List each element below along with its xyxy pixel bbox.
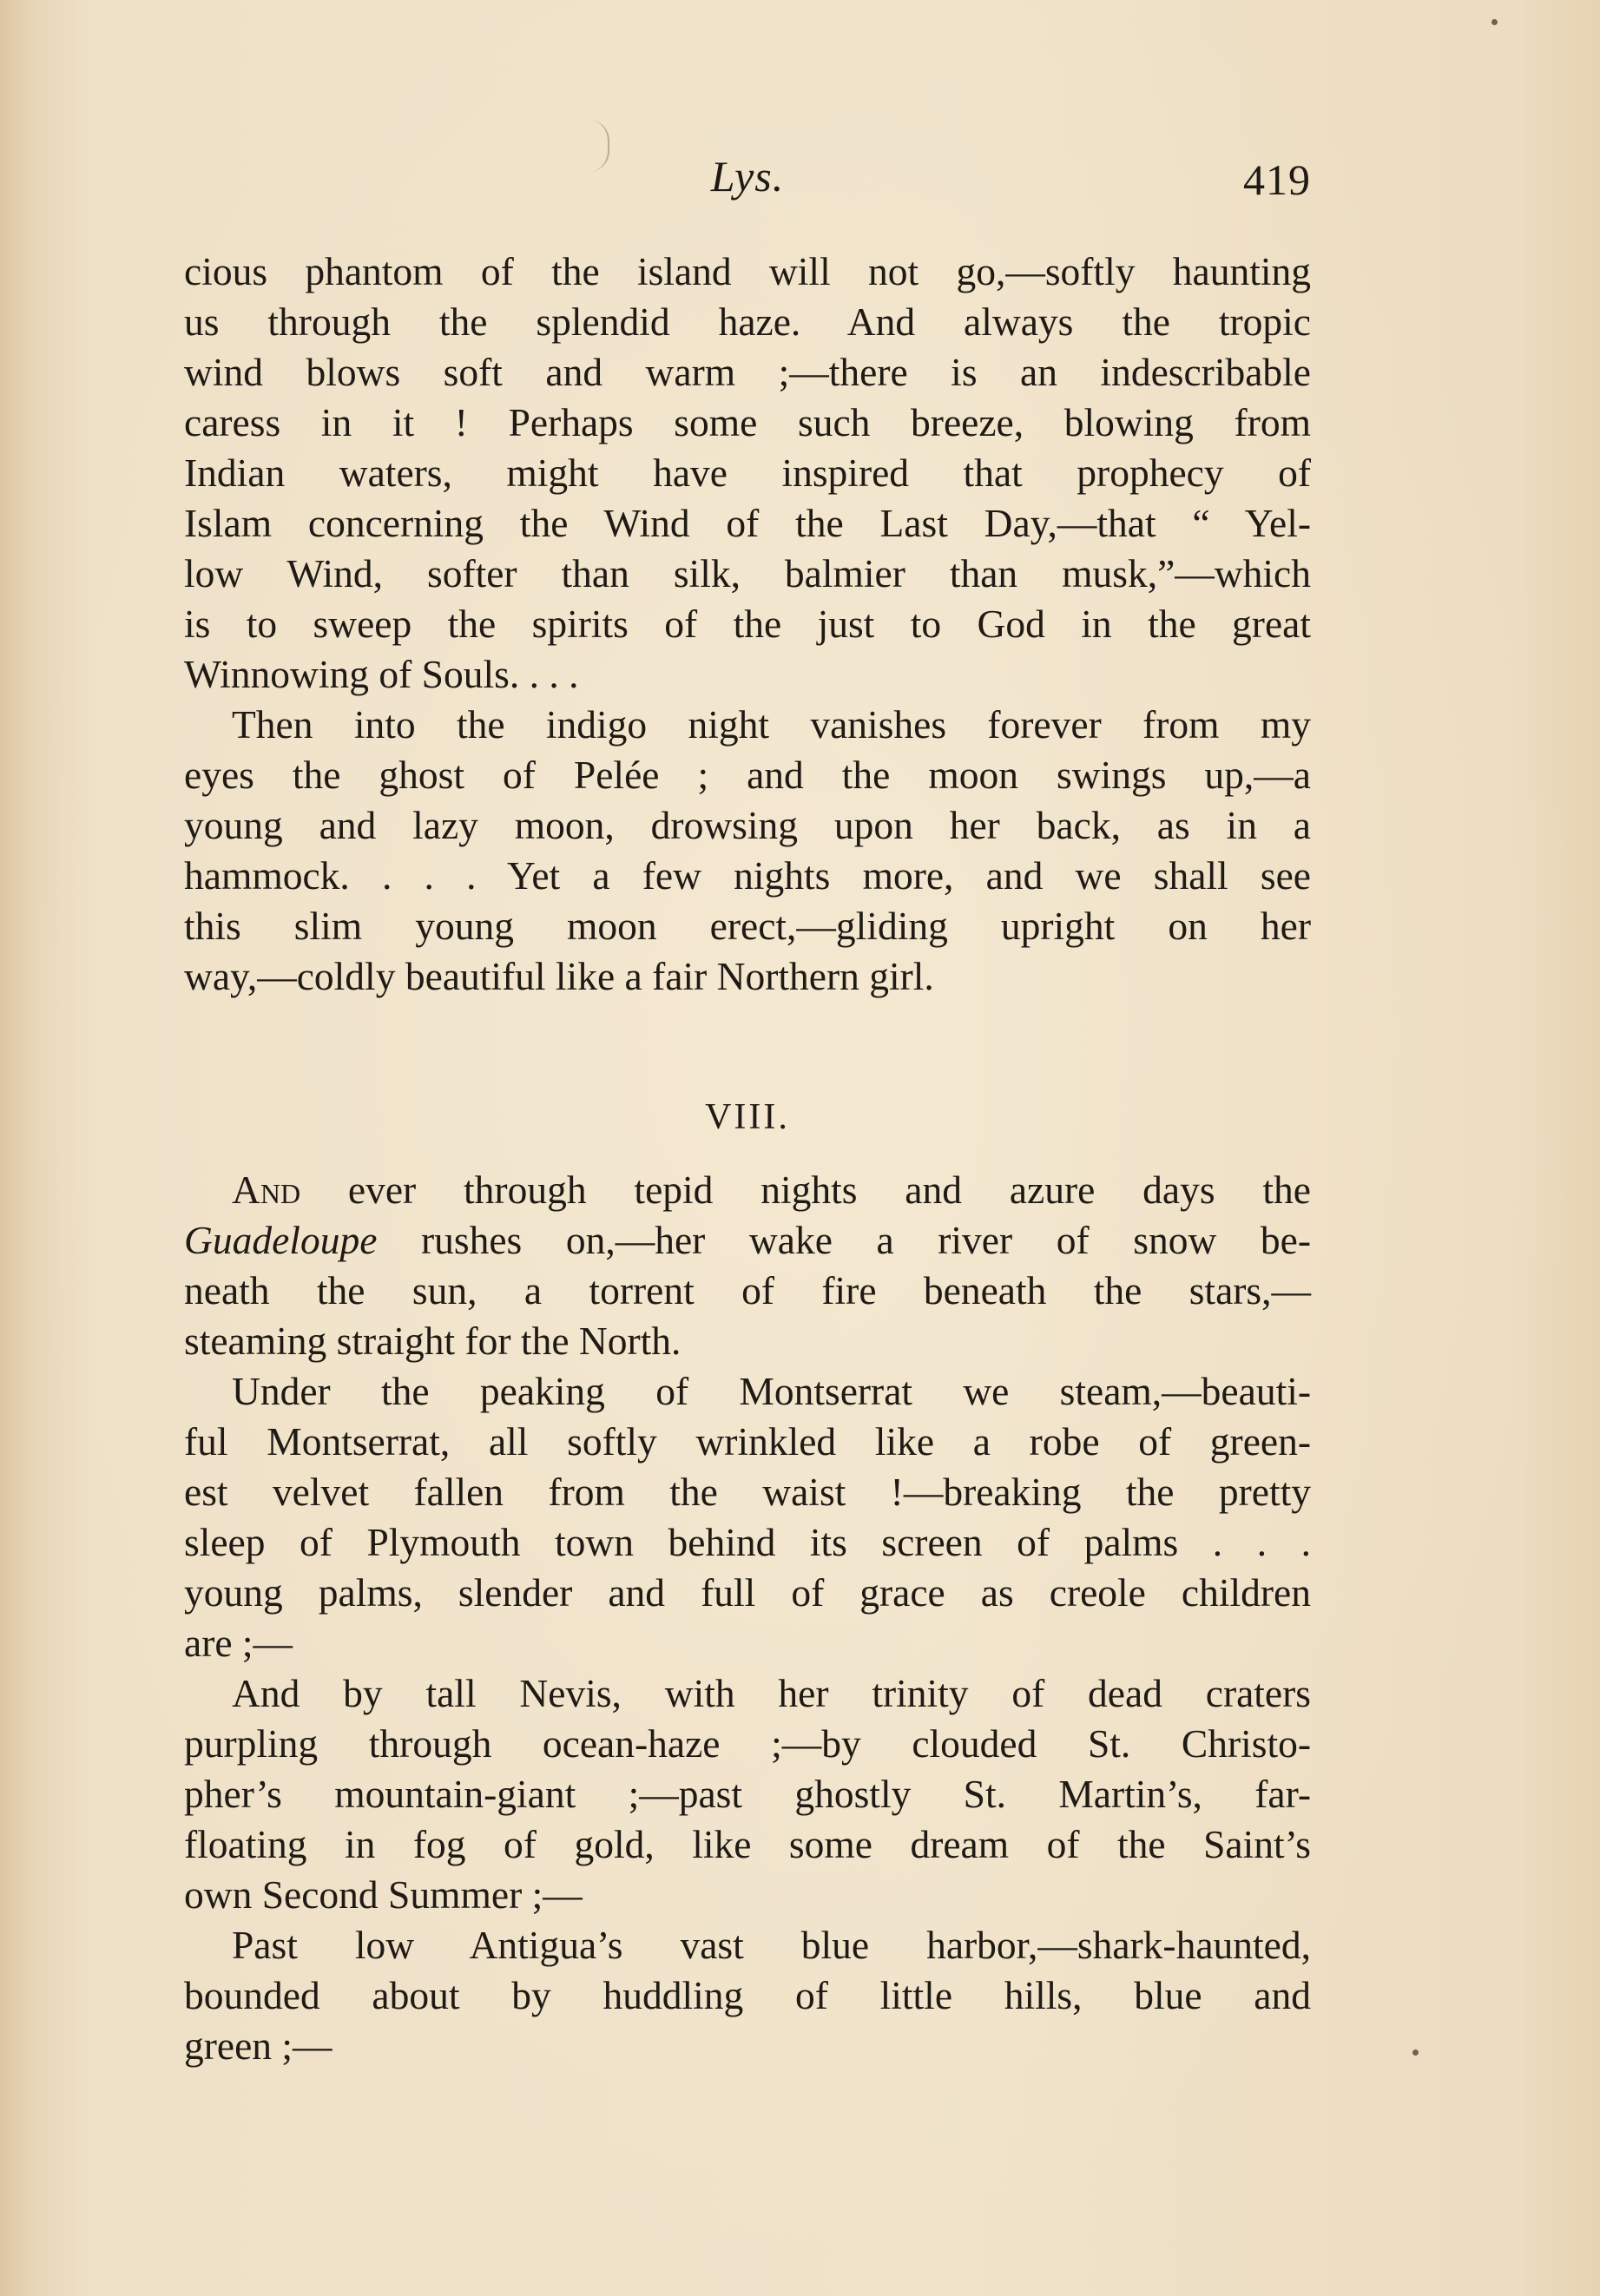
text-line: ful Montserrat, all softly wrinkled like a robe of green- [184, 1419, 1311, 1464]
text-line: purpling through ocean-haze ;—by clouded St. Christo- [184, 1721, 1311, 1766]
text-line: est velvet fallen from the waist !—breaking the pretty [184, 1470, 1311, 1514]
text-line: cious phantom of the island will not go,—softly haunting [184, 249, 1311, 293]
text-fragment: ever through tepid nights and azure days the [300, 1168, 1311, 1212]
paragraph-4 [184, 1366, 1311, 1668]
text-line: And by tall Nevis, with her trinity of dead craters [232, 1671, 1311, 1715]
page-header [184, 146, 1311, 207]
paper-speck [1412, 2049, 1419, 2056]
text-line: us through the splendid haze. And always the tropic [184, 299, 1311, 344]
paragraph-3 [184, 1165, 1311, 1366]
paragraph-6 [184, 1920, 1311, 2071]
text-line: hammock. . . . Yet a few nights more, and we shall see [184, 853, 1311, 898]
text-line: this slim young moon erect,—gliding upright on her [184, 904, 1311, 948]
text-line: sleep of Plymouth town behind its screen of palms . . . [184, 1520, 1311, 1564]
text-line: are ;— [184, 1621, 293, 1665]
text-line: Winnowing of Souls. . . . [184, 652, 579, 696]
text-line: own Second Summer ;— [184, 1872, 583, 1917]
section-spacer [184, 1142, 1311, 1165]
section-heading: VIII. [705, 1097, 790, 1137]
text-line: young and lazy moon, drowsing upon her back, as in a [184, 803, 1311, 847]
text-line: caress in it ! Perhaps some such breeze, blowing from [184, 400, 1311, 444]
text-line: steaming straight for the North. [184, 1319, 681, 1363]
text-line: way,—coldly beautiful like a fair Northern girl. [184, 954, 934, 998]
page-text [184, 247, 1311, 2071]
paragraph-1 [184, 247, 1311, 700]
paper-speck [1491, 19, 1498, 25]
running-head: Lys. [710, 152, 785, 201]
paragraph-2 [184, 700, 1311, 1002]
text-line: Then into the indigo night vanishes forever from my [232, 702, 1311, 747]
text-line: Under the peaking of Montserrat we steam,—beauti- [232, 1369, 1311, 1413]
text-line: neath the sun, a torrent of fire beneath the stars,— [184, 1268, 1311, 1312]
text-line: young palms, slender and full of grace as creole children [184, 1570, 1311, 1615]
text-line: bounded about by huddling of little hills, blue and [184, 1973, 1311, 2017]
text-line: Islam concerning the Wind of the Last Day,—that “ Yel- [184, 501, 1311, 545]
text-line [184, 1165, 1311, 1215]
section-spacer [184, 1002, 1311, 1092]
text-line: eyes the ghost of Pelée ; and the moon swings up,—a [184, 753, 1311, 797]
text-line: green ;— [184, 2023, 333, 2068]
text-line [184, 1215, 1311, 1266]
text-line: Indian waters, might have inspired that prophecy of [184, 451, 1311, 495]
text-line: is to sweep the spirits of the just to God in the great [184, 602, 1311, 646]
text-line: pher’s mountain-giant ;—past ghostly St. Martin’s, far- [184, 1772, 1311, 1816]
paragraph-5 [184, 1668, 1311, 1920]
text-line: floating in fog of gold, like some dream of the Saint’s [184, 1822, 1311, 1866]
ship-name: Guadeloupe [184, 1218, 378, 1262]
text-line: low Wind, softer than silk, balmier than musk,”—which [184, 551, 1311, 595]
text-fragment: rushes on,—her wake a river of snow be- [377, 1218, 1311, 1262]
page-number: 419 [1243, 155, 1311, 204]
text-line: wind blows soft and warm ;—there is an indescribable [184, 350, 1311, 394]
opening-word: And [232, 1168, 301, 1212]
text-line: Past low Antigua’s vast blue harbor,—shark-haunted, [232, 1923, 1311, 1967]
